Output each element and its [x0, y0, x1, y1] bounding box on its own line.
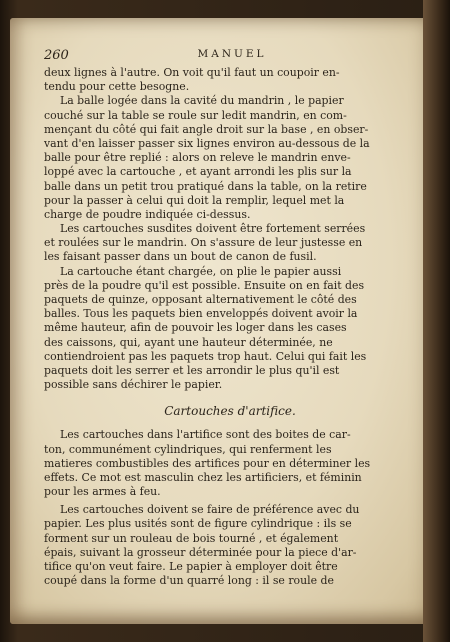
text-line: balle pour être replié : alors on releve le mandrin enve- [44, 151, 351, 165]
text-line: effets. Ce mot est masculin chez les artificiers, et féminin [44, 470, 362, 484]
text-line: couché sur la table se roule sur ledit mandrin, en com- [44, 108, 347, 122]
text-line: ton, communément cylindriques, qui renferment les [44, 442, 332, 456]
text-line: matieres combustibles des artifices pour en déterminer les [44, 456, 371, 470]
text-line: paquets de quinze, opposant alternativement le côté des [44, 293, 357, 306]
paragraph-first-line: La balle logée dans la cavité du mandrin , le papier [60, 94, 344, 108]
text-line: balle dans un petit trou pratiqué dans la table, on la retire [44, 179, 367, 193]
text-line: balles. Tous les paquets bien enveloppés doivent avoir la [44, 307, 358, 321]
book-spine-edge [423, 0, 450, 642]
page-number: 260 [44, 48, 69, 63]
text-line: près de la poudre qu'il est possible. Ensuite on en fait des [44, 278, 365, 292]
text-line: deux lignes à l'autre. On voit qu'il faut un coupoir en- [44, 66, 340, 79]
text-line: pour les armes à feu. [44, 485, 161, 499]
section-heading: Cartouches d'artifice. [164, 404, 296, 419]
text-line: vant d'en laisser passer six lignes environ au-dessous de la [44, 136, 370, 150]
text-line: mençant du côté qui fait angle droit sur la base , en obser- [44, 122, 369, 136]
text-line: paquets doit les serrer et les arrondir le plus qu'il est [44, 363, 340, 377]
text-line: même hauteur, afin de pouvoir les loger dans les cases [44, 321, 347, 335]
running-header [44, 48, 420, 66]
running-title: MANUEL [197, 48, 267, 60]
text-line: possible sans déchirer le papier. [44, 378, 223, 392]
text-line: les faisant passer dans un bout de canon de fusil. [44, 250, 317, 264]
text-line: pour la passer à celui qui doit la remplir, lequel met la [44, 193, 345, 207]
text-line: charge de poudre indiquée ci-dessus. [44, 207, 251, 221]
text-line: papier. Les plus usités sont de figure cylindrique : ils se [44, 517, 352, 531]
text-line: épais, suivant la grosseur déterminée pour la piece d'ar- [44, 545, 357, 559]
paragraph-first-line: Les cartouches dans l'artifice sont des boites de car- [60, 428, 351, 442]
text-line: tifice qu'on veut faire. Le papier à employer doit être [44, 560, 338, 573]
text-line: coupé dans la forme d'un quarré long : il se roule de [44, 574, 334, 588]
text-line: loppé avec la cartouche , et ayant arrondi les plis sur la [44, 165, 352, 179]
paragraph-first-line: Les cartouches susdites doivent être fortement serrées [60, 222, 366, 236]
text-line: et roulées sur le mandrin. On s'assure de leur justesse en [44, 236, 363, 250]
text-line: des caissons, qui, ayant une hauteur déterminée, ne [44, 335, 333, 349]
page-text [44, 66, 416, 588]
paragraph-first-line: La cartouche étant chargée, on plie le papier aussi [60, 264, 342, 278]
text-line: tendu pour cette besogne. [44, 80, 190, 94]
text-line: forment sur un rouleau de bois tourné , et également [44, 531, 339, 545]
text-line: contiendroient pas les paquets trop haut. Celui qui fait les [44, 349, 367, 363]
paragraph-first-line: Les cartouches doivent se faire de préférence avec du [60, 503, 360, 517]
